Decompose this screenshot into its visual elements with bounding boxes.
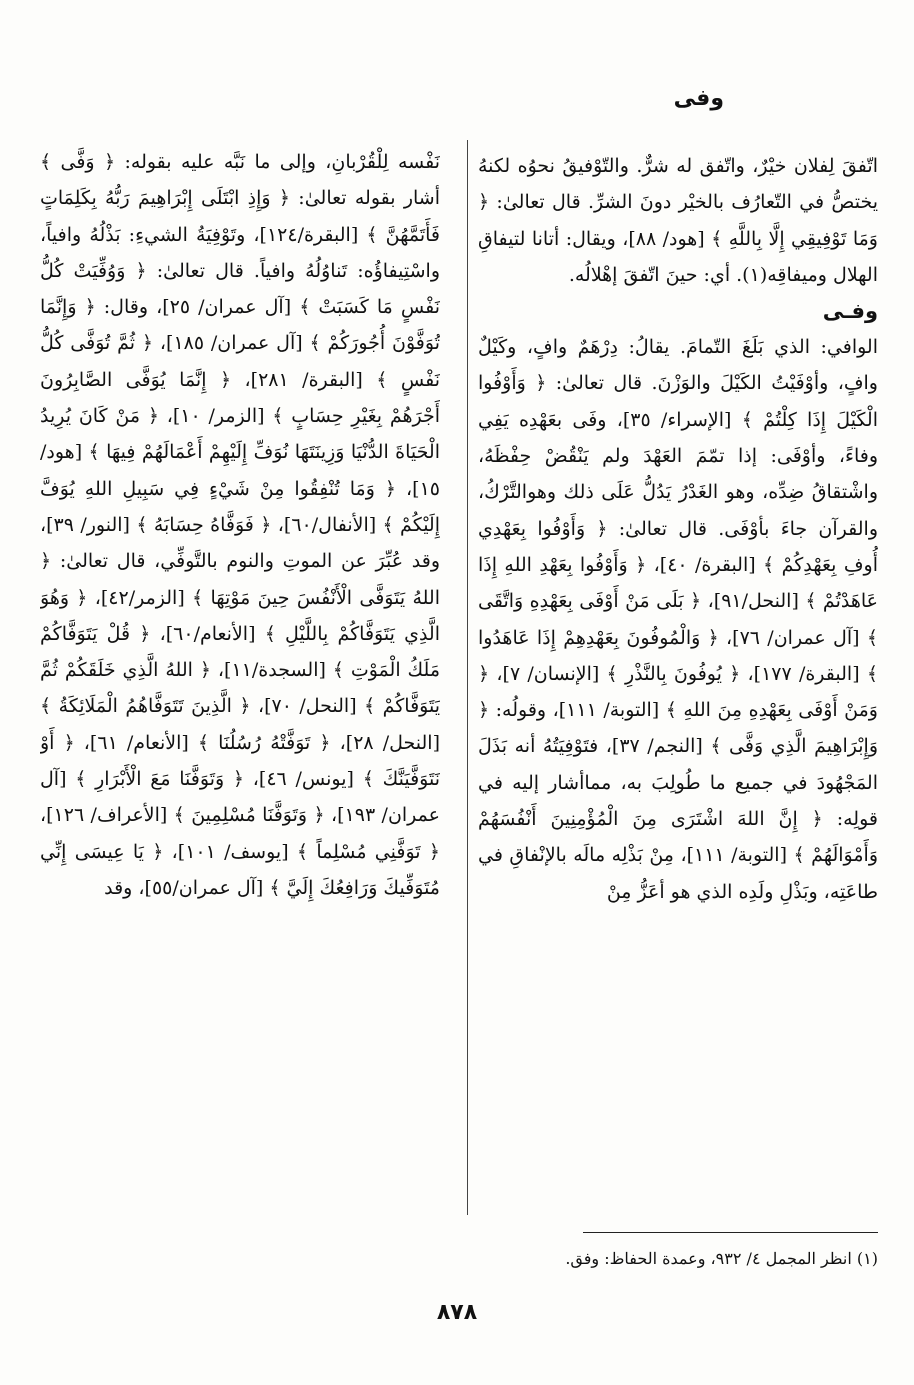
left-column [40,144,440,1234]
footnote: (١) انظر المجمل ٤/ ٩٣٢، وعمدة الحفاظ: وفق. [565,1249,878,1268]
page-number: ٨٧٨ [436,1300,478,1325]
entry-body-paragraph: الوافي: الذي بَلَغَ التّمامَ. يقالُ: دِرْهَمٌ وافٍ، وكَيْلٌ وافٍ، وأوْفَيْتُ الكَيْلَ والوَزْنَ. قال تعالىٰ: ﴿ وَأَوْفُوا الْكَيْلَ إِذَا كِلْتُمْ ﴾ [الإسراء/ ٣٥]، وفَى بعَهْدِه يَفِي وفاءً، وأوْفَى: إذا تمّمَ العَهْدَ ولم يَنْقُضْ حِفْظَهُ، واشْتقاقُ ضِدِّه، وهو الغَدْرُ يَدُلُّ عَلَى ذلك وهوالتَّرْكُ، والقرآن جاءَ بأوْفَى. قال تعالىٰ: ﴿ وَأَوْفُوا بِعَهْدِي أُوفِ بِعَهْدِكُمْ ﴾ [البقرة/ ٤٠]، ﴿ وَأَوْفُوا بِعَهْدِ اللهِ إِذَا عَاهَدْتُمْ ﴾ [النحل/٩١]، ﴿ بَلَى مَنْ أَوْفَى بِعَهْدِهِ وَاتَّقَى ﴾ [آل عمران/ ٧٦]، ﴿ وَالْمُوفُونَ بِعَهْدِهِمْ إِذَا عَاهَدُوا ﴾ [البقرة/ ١٧٧]، ﴿ يُوفُونَ بِالنَّذْرِ ﴾ [الإنسان/ ٧]، ﴿ وَمَنْ أَوْفَى بِعَهْدِهِ مِنَ اللهِ ﴾ [التوبة/ ١١١]، وقولُه: ﴿ وَإِبْرَاهِيمَ الَّذِي وَفَّى ﴾ [النجم/ ٣٧]، فتَوْفِيَتُهُ أنه بَذَلَ المَجْهُودَ في جميع ما طُولِبَ به، مماأشار إليه في قولِه: ﴿ إِنَّ اللهَ اشْتَرَى مِنَ الْمُؤْمِنِينَ أَنْفُسَهُمْ وَأَمْوَالَهُمْ ﴾ [التوبة/ ١١١]، مِنْ بَذْلِه مالَه بالإنْفاقِ في طاعَتِه، وبَذْلِ ولَدِه الذي هو أعَزُّ مِنْ [478,336,878,903]
footnote-rule [583,1232,878,1233]
right-column [478,148,878,1238]
running-head: وفى [673,86,724,111]
entry-title: وفـى [822,299,878,324]
entry-continuation-paragraph: اتّفقَ لِفلان خيْرٌ، واتّفق له شرٌّ. والتّوْفيقُ نحوُه لكنهُ يختصُّ في التّعارُف بالخيْر دونَ الشرِّ. قال تعالىٰ: ﴿ وَمَا تَوْفِيقِي إِلَّا بِاللَّهِ ﴾ [هود/ ٨٨]، ويقال: أتانا لتيفاقِ الهلال وميفاقِه(١). أي: حينَ اتّفقَ إهْلالُه. [478,155,878,286]
entry-body-continuation: نَفْسه لِلْقُرْبانِ، وإلى ما نَبَّه عليه بقوله: ﴿ وَفَّى ﴾ أشار بقوله تعالىٰ: ﴿ وَإِذِ ابْتَلَى إِبْرَاهِيمَ رَبُّهُ بِكَلِمَاتٍ فَأَتَمَّهُنَّ ﴾ [البقرة/١٢٤]، وتَوْفِيَةُ الشيءِ: بَذْلُهُ وافياً، واسْتِيفاؤُه: تَناوُلُهُ وافياً. قال تعالىٰ: ﴿ وَوُفِّيَتْ كُلُّ نَفْسٍ مَا كَسَبَتْ ﴾ [آل عمران/ ٢٥]، وقال: ﴿ وَإِنَّمَا تُوَفَّوْنَ أُجُورَكُمْ ﴾ [آل عمران/ ١٨٥]، ﴿ ثُمَّ تُوَفَّى كُلُّ نَفْسٍ ﴾ [البقرة/ ٢٨١]، ﴿ إِنَّمَا يُوَفَّى الصَّابِرُونَ أَجْرَهُمْ بِغَيْرِ حِسَابٍ ﴾ [الزمر/ ١٠]، ﴿ مَنْ كَانَ يُرِيدُ الْحَيَاةَ الدُّنْيَا وَزِينَتَهَا نُوَفِّ إِلَيْهِمْ أَعْمَالَهُمْ فِيهَا ﴾ [هود/١٥]، ﴿ وَمَا تُنْفِقُوا مِنْ شَيْءٍ فِي سَبِيلِ اللهِ يُوَفَّ إِلَيْكُمْ ﴾ [الأنفال/٦٠]، ﴿ فَوَفَّاهُ حِسَابَهُ ﴾ [النور/ ٣٩]، وقد عُبِّرَ عن الموتِ والنوم بالتَّوفِّي، قال تعالىٰ: ﴿ اللهُ يَتَوَفَّى الْأَنْفُسَ حِينَ مَوْتِهَا ﴾ [الزمر/٤٢]، ﴿ وَهُوَ الَّذِي يَتَوَفَّاكُمْ بِاللَّيْلِ ﴾ [الأنعام/٦٠]، ﴿ قُلْ يَتَوَفَّاكُمْ مَلَكُ الْمَوْتِ ﴾ [السجدة/١١]، ﴿ اللهُ الَّذِي خَلَقَكُمْ ثُمَّ يَتَوَفَّاكُمْ ﴾ [النحل/ ٧٠]، ﴿ الَّذِينَ تَتَوَفَّاهُمُ الْمَلَائِكَةُ ﴾ [النحل/ ٢٨]، ﴿ تَوَفَّتْهُ رُسُلُنَا ﴾ [الأنعام/ ٦١]، ﴿ أَوْ نَتَوَفَّيَنَّكَ ﴾ [يونس/ ٤٦]، ﴿ وَتَوَفَّنَا مَعَ الْأَبْرَارِ ﴾ [آل عمران/ ١٩٣]، ﴿ وَتَوَفَّنَا مُسْلِمِينَ ﴾ [الأعراف/ ١٢٦]، ﴿ تَوَفَّنِي مُسْلِماً ﴾ [يوسف/ ١٠١]، ﴿ يَا عِيسَى إِنِّي مُتَوَفِّيكَ وَرَافِعُكَ إِلَيَّ ﴾ [آل عمران/٥٥]، وقد [40,151,440,899]
column-divider [467,140,468,1215]
